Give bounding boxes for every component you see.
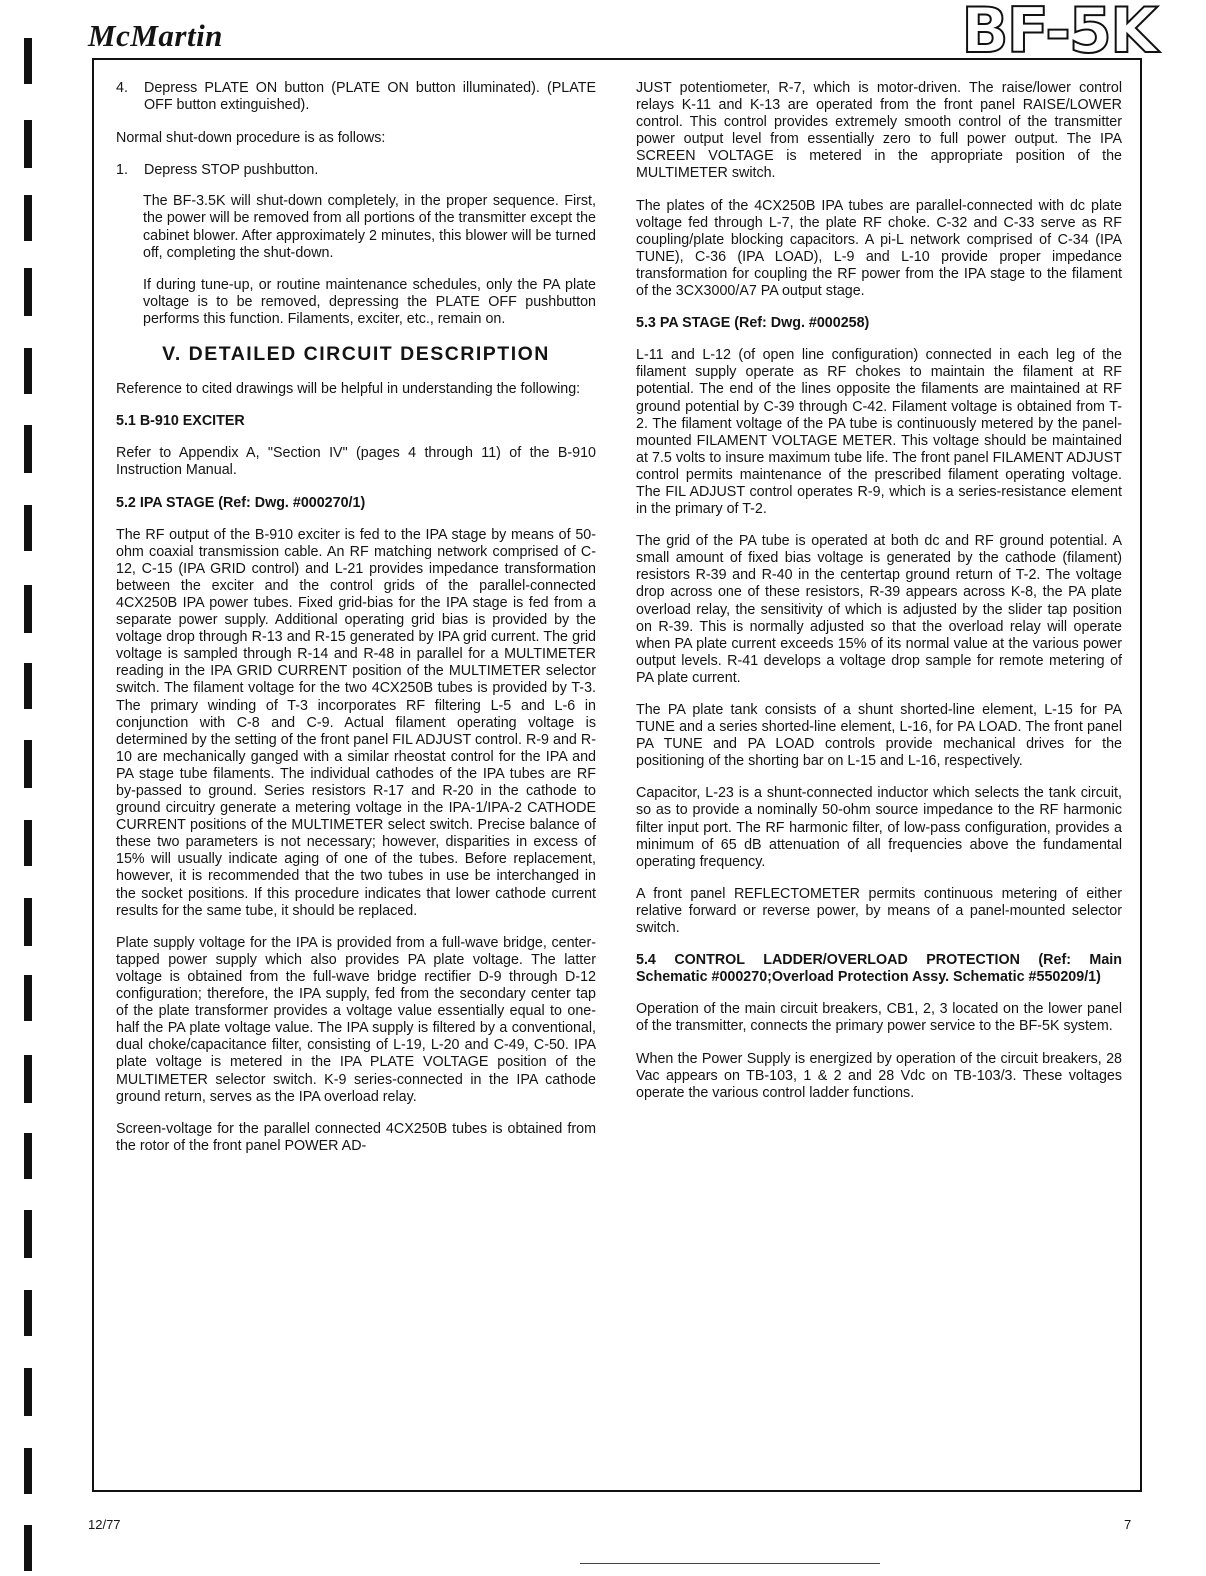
paragraph: If during tune-up, or routine maintenance schedules, only the PA plate voltage is to be removed, depressing the PLATE OFF pushbutton performs this function. Filaments, exciter, etc., remain on.	[143, 276, 596, 327]
subsection-heading: 5.1 B-910 EXCITER	[116, 413, 245, 430]
right-column	[636, 80, 1122, 1117]
subsection-heading: 5.4 CONTROL LADDER/OVERLOAD PROTECTION (Ref: Main Schematic #000270;Overload Protection Assy. Schematic #550209/1)	[636, 952, 1122, 986]
subsection-heading: 5.3 PA STAGE (Ref: Dwg. #000258)	[636, 315, 870, 332]
binding-mark	[24, 585, 32, 633]
paragraph: The RF output of the B-910 exciter is fed to the IPA stage by means of 50-ohm coaxial transmission cable. An RF matching network comprised of C-12, C-15 (IPA GRID control) and L-21 provides impedance transformation between the exciter and the control grids of the parallel-connected 4CX250B IPA power tubes. Fixed grid-bias for the IPA stage is fed from a separate power supply. Additional operating grid bias is provided by the voltage drop through R-13 and R-15 generated by IPA grid current. The grid voltage is sampled through R-14 and R-48 in parallel for a MULTIMETER reading in the IPA GRID CURRENT position of the MULTIMETER selector switch. The filament voltage for the two 4CX250B tubes is provided by T-3. The primary winding of T-3 incorporates RF filtering L-5 and L-6 in conjunction with C-8 and C-9. Actual filament operating voltage is determined by the setting of the front panel FIL ADJUST control. R-9 and R-10 are mechanically ganged with a similar rheostat control for the IPA and PA stage tube filaments. The individual cathodes of the IPA tubes are RF by-passed to ground. Series resistors R-17 and R-20 in the cathode to ground circuitry generate a metering voltage in the IPA-1/IPA-2 CATHODE CURRENT positions of the MULTIMETER select switch. Precise balance of these two parameters is not necessary; however, disparities in excess of 15% will usually indicate aging of one of the tubes. Before replacement, however, it is recommended that the two tubes in use be interchanged in the socket positions. If this procedure indicates that lower cathode current results for the same tube, it should be replaced.	[116, 526, 596, 919]
section-title: V. DETAILED CIRCUIT DESCRIPTION	[162, 343, 550, 366]
binding-mark	[24, 1525, 32, 1571]
list-item	[116, 162, 596, 179]
item-number: 4.	[116, 80, 128, 96]
model-logo: BF-5K	[961, 0, 1156, 67]
binding-mark	[24, 505, 32, 551]
paragraph: Operation of the main circuit breakers, CB1, 2, 3 located on the lower panel of the transmitter, connects the primary power service to the BF-5K system.	[636, 1001, 1122, 1035]
paragraph: L-11 and L-12 (of open line configuration) connected in each leg of the filament supply operate as RF chokes to maintain the filament at RF potential. The end of the lines opposite the filaments are maintained at RF ground potential by C-39 through C-42. Filament voltage is obtained from T-2. The filament voltage of the PA tube is continuously metered by the panel-mounted FILAMENT VOLTAGE METER. This voltage should be maintained at 7.5 volts to insure maximum tube life. The front panel FILAMENT ADJUST control permits maintenance of the prescribed filament operating voltage. The FIL ADJUST control operates R-9, which is a series-resistance element in the primary of T-2.	[636, 347, 1122, 518]
binding-mark	[24, 898, 32, 946]
brand-logo: McMartin	[88, 18, 223, 53]
paragraph: The grid of the PA tube is operated at both dc and RF ground potential. A small amount of fixed bias voltage is generated by the cathode (filament) resistors R-39 and R-40 in the centertap ground return of T-2. The voltage drop across one of these resistors, R-39 appears across K-8, the PA plate overload relay, the sensitivity of which is adjusted by the slider tap position on R-39. This is normally adjusted so that the overload relay will operate when PA plate current exceeds 15% of its normal value at the various power output levels. R-41 develops a voltage drop sample for remote metering of PA plate current.	[636, 533, 1122, 686]
paragraph: Refer to Appendix A, "Section IV" (pages 4 through 11) of the B-910 Instruction Manual.	[116, 445, 596, 479]
item-text: Depress STOP pushbutton.	[144, 162, 319, 179]
binding-mark	[24, 38, 32, 84]
page-number: 7	[1124, 1517, 1132, 1532]
paragraph: The plates of the 4CX250B IPA tubes are parallel-connected with dc plate voltage fed through L-7, the plate RF choke. C-32 and C-33 serve as RF coupling/plate blocking capacitors. A pi-L network comprised of C-34 (IPA TUNE), C-36 (IPA LOAD), L-9 and L-10 provide proper impedance transformation for coupling the RF power from the IPA stage to the filament of the 3CX3000/A7 PA output stage.	[636, 197, 1122, 300]
binding-mark	[24, 663, 32, 709]
left-column	[116, 80, 596, 1170]
binding-mark	[24, 425, 32, 473]
paragraph: Normal shut-down procedure is as follows:	[116, 130, 386, 147]
binding-mark	[24, 268, 32, 316]
item-number: 1.	[116, 162, 128, 179]
paragraph: The BF-3.5K will shut-down completely, in the proper sequence. First, the power will be removed from all portions of the transmitter except the cabinet blower. After approximately 2 minutes, this blower will be turned off, completing the shut-down.	[143, 193, 596, 261]
paragraph: Plate supply voltage for the IPA is provided from a full-wave bridge, center-tapped power supply which also provides PA plate voltage. The latter voltage is obtained from the full-wave bridge rectifier D-9 through D-12 configuration; therefore, the IPA supply, fed from the secondary center tap of the plate transformer provides a voltage value essentially equal to one-half the PA plate voltage value. The IPA supply is filtered by a conventional, dual choke/capacitance filter, consisting of L-19, L-20 and C-49, C-50. IPA plate voltage is metered in the IPA PLATE VOLTAGE position of the MULTIMETER selector switch. K-9 series-connected in the IPA cathode ground return, serves as the IPA overload relay.	[116, 934, 596, 1105]
footer-date: 12/77	[88, 1517, 121, 1532]
paragraph: Reference to cited drawings will be helpful in understanding the following:	[116, 381, 581, 398]
item-text: Depress PLATE ON button (PLATE ON button illuminated). (PLATE OFF button extinguished).	[144, 80, 596, 114]
binding-mark	[24, 1368, 32, 1416]
paragraph: When the Power Supply is energized by operation of the circuit breakers, 28 Vac appears on TB-103, 1 & 2 and 28 Vdc on TB-103/3. These voltages operate the various control ladder functions.	[636, 1050, 1122, 1101]
binding-mark	[24, 820, 32, 866]
binding-mark	[24, 1448, 32, 1494]
binding-mark	[24, 120, 32, 168]
binding-mark	[24, 348, 32, 394]
binding-mark	[24, 195, 32, 241]
binding-mark	[24, 1055, 32, 1103]
paragraph: Capacitor, L-23 is a shunt-connected inductor which selects the tank circuit, so as to provide a nominally 50-ohm source impedance to the RF harmonic filter input port. The RF harmonic filter, of low-pass configuration, provides a minimum of 65 dB attenuation of all frequencies above the fundamental operating frequency.	[636, 785, 1122, 870]
binding-mark	[24, 1290, 32, 1336]
paragraph: A front panel REFLECTOMETER permits continuous metering of either relative forward or reverse power, by means of a panel-mounted selector switch.	[636, 885, 1122, 937]
binding-mark	[24, 1133, 32, 1179]
content-frame	[92, 58, 1142, 1492]
binding-mark	[24, 1210, 32, 1258]
binding-mark	[24, 740, 32, 788]
list-item	[116, 80, 596, 114]
paragraph: Screen-voltage for the parallel connected 4CX250B tubes is obtained from the rotor of the front panel POWER AD-	[116, 1120, 596, 1154]
paragraph: The PA plate tank consists of a shunt shorted-line element, L-15 for PA TUNE and a series shorted-line element, L-16, for PA LOAD. The front panel PA TUNE and PA LOAD controls provide mechanical drives for the positioning of the shorting bar on L-15 and L-16, respectively.	[636, 702, 1122, 770]
binding-mark	[24, 975, 32, 1021]
subsection-heading: 5.2 IPA STAGE (Ref: Dwg. #000270/1)	[116, 494, 366, 511]
scan-edge-rule	[580, 1563, 880, 1564]
paragraph: JUST potentiometer, R-7, which is motor-driven. The raise/lower control relays K-11 and K-13 are operated from the front panel RAISE/LOWER control. This control provides extremely smooth control of the transmitter power output level from essentially zero to full power output. The IPA SCREEN VOLTAGE is metered in the appropriate position of the MULTIMETER switch.	[636, 80, 1122, 182]
